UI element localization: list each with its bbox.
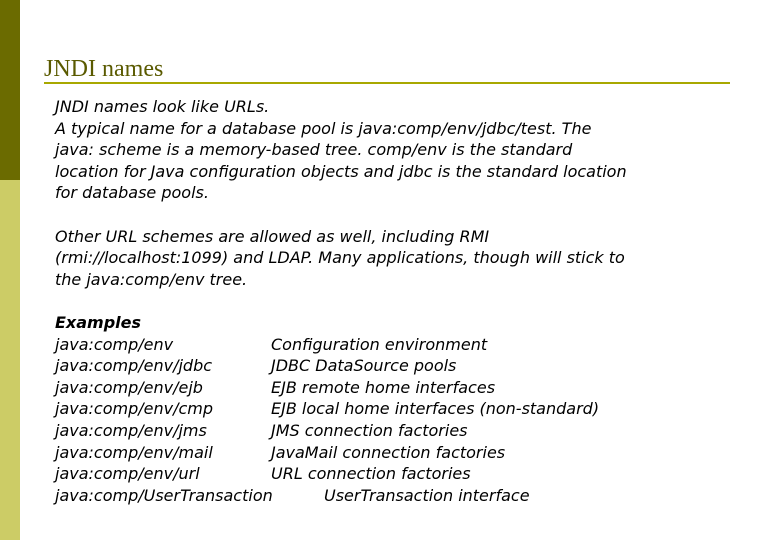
text-line: (rmi://localhost:1099) and LDAP. Many applications, though will stick to [55, 248, 625, 268]
example-description: JMS connection factories [271, 420, 468, 440]
example-description: Configuration environment [271, 334, 488, 354]
example-row [55, 485, 755, 507]
example-path: java:comp/env/mail [55, 442, 213, 462]
example-path: java:comp/env [55, 334, 174, 354]
side-bar-light [0, 180, 20, 540]
example-row [55, 377, 755, 399]
example-description: UserTransaction interface [324, 485, 530, 505]
paragraph-schemes [55, 226, 755, 291]
example-row [55, 463, 755, 485]
text-line: Other URL schemes are allowed as well, including RMI [55, 226, 490, 246]
example-row [55, 420, 755, 442]
example-path: java:comp/env/jms [55, 420, 207, 440]
text-line: for database pools. [55, 183, 209, 203]
examples-section [55, 312, 755, 506]
text-line: A typical name for a database pool is java:comp/env/jdbc/test. The [55, 118, 592, 138]
example-description: URL connection factories [271, 464, 471, 484]
example-path: java:comp/env/cmp [55, 399, 214, 419]
paragraph-intro [55, 96, 755, 204]
example-row [55, 355, 755, 377]
examples-heading: Examples [55, 312, 142, 332]
example-description: JDBC DataSource pools [271, 356, 457, 376]
example-row [55, 334, 755, 356]
spacer [55, 204, 755, 226]
slide-body [55, 96, 755, 506]
example-path: java:comp/env/ejb [55, 377, 203, 397]
text-line: java: scheme is a memory-based tree. comp/env is the standard [55, 140, 573, 160]
text-line: JNDI names look like URLs. [55, 97, 270, 116]
example-path: java:comp/UserTransaction [55, 485, 273, 505]
example-description: EJB remote home interfaces [271, 377, 496, 397]
slide-title: JNDI names [44, 56, 164, 82]
example-description: JavaMail connection factories [271, 442, 506, 462]
side-bar-dark [0, 0, 20, 180]
example-path: java:comp/env/url [55, 464, 200, 484]
example-description: EJB local home interfaces (non-standard) [271, 399, 600, 419]
text-line: the java:comp/env tree. [55, 269, 248, 289]
example-row [55, 442, 755, 464]
title-rule [44, 82, 730, 84]
spacer [55, 290, 755, 312]
text-line: location for Java configuration objects and jdbc is the standard location [55, 161, 627, 181]
example-path: java:comp/env/jdbc [55, 356, 213, 376]
example-row [55, 398, 755, 420]
